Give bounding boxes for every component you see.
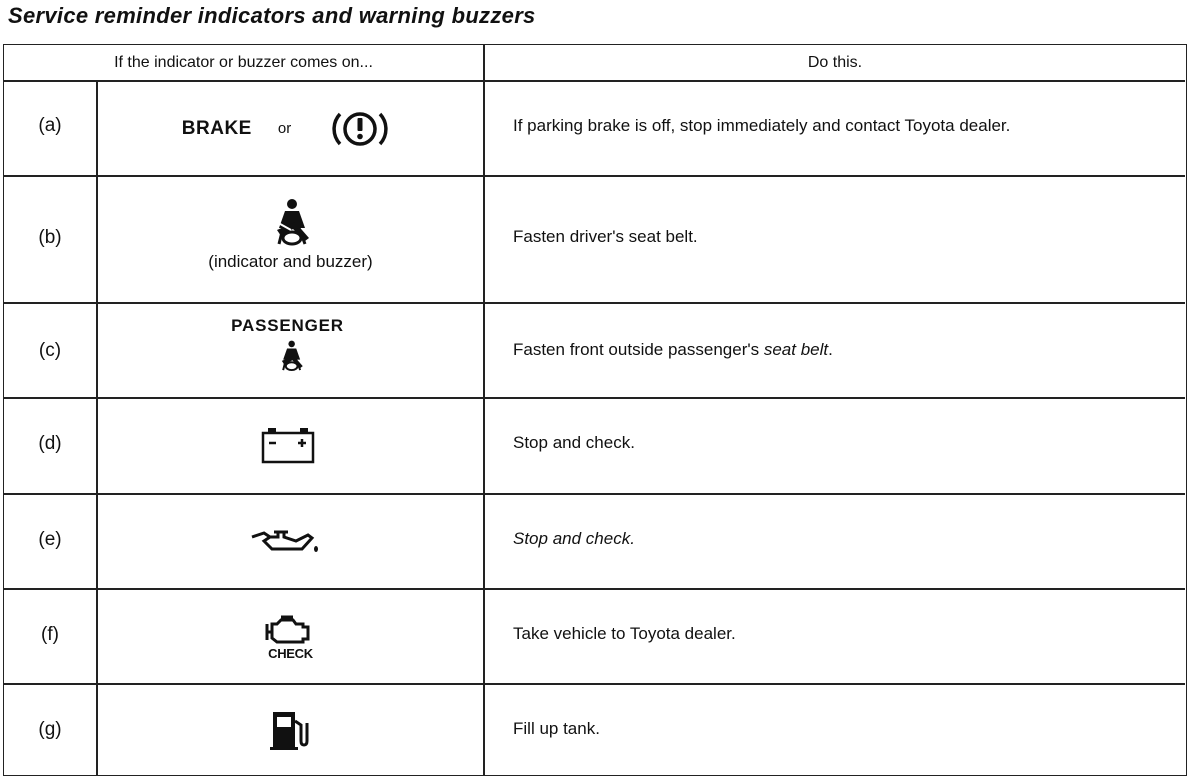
table-row: [4, 685, 1186, 775]
indicator-cell: [97, 495, 484, 588]
brake-label: BRAKE: [181, 117, 252, 139]
indicator-cell: [97, 82, 484, 175]
passenger-label: PASSENGER: [231, 316, 344, 335]
table-row: [4, 399, 1186, 493]
row-letter: (g): [38, 719, 62, 740]
seat-belt-icon: [265, 198, 317, 250]
indicator-cell: [97, 602, 484, 672]
table-row: [4, 82, 1186, 175]
action-text: If parking brake is off, stop immediately and contact Toyota dealer.: [513, 116, 1011, 135]
table-row: [4, 495, 1186, 588]
battery-icon: [260, 427, 316, 465]
row-letter: (a): [38, 115, 62, 136]
action-text: [513, 340, 833, 360]
brake-warning-icon: [331, 107, 389, 151]
row-letter: (b): [38, 227, 62, 248]
indicator-cell: [97, 399, 484, 493]
table-row: [4, 590, 1186, 683]
header-indicator: If the indicator or buzzer comes on...: [114, 54, 373, 71]
seat-belt-icon: [274, 338, 308, 376]
indicator-cell: [97, 316, 484, 386]
indicator-table: [3, 44, 1187, 776]
action-text-suffix: .: [828, 340, 833, 359]
action-text-italic: seat belt: [763, 340, 829, 359]
page-title: Service reminder indicators and warning buzzers: [8, 3, 536, 28]
action-text: Take vehicle to Toyota dealer.: [513, 624, 736, 643]
row-letter: (d): [38, 433, 62, 454]
or-label: or: [277, 120, 292, 137]
check-label: CHECK: [268, 645, 313, 661]
indicator-caption: (indicator and buzzer): [208, 252, 373, 271]
table-row: [4, 177, 1186, 302]
fuel-pump-icon: [269, 709, 309, 751]
action-text: Stop and check.: [513, 433, 635, 452]
table-row: [4, 304, 1186, 397]
action-text-prefix: Fasten front outside passenger's: [513, 340, 764, 359]
oil-pressure-icon: [250, 527, 322, 557]
indicator-cell: [97, 685, 484, 775]
indicator-cell: [97, 185, 484, 285]
row-letter: (c): [38, 340, 62, 361]
action-text: Fill up tank.: [513, 719, 600, 738]
action-text: Stop and check.: [513, 529, 635, 548]
row-letter: (e): [38, 529, 62, 550]
header-action: Do this.: [807, 54, 863, 71]
action-text: Fasten driver's seat belt.: [513, 227, 698, 246]
check-engine-icon: [263, 614, 313, 648]
row-letter: (f): [41, 624, 59, 645]
